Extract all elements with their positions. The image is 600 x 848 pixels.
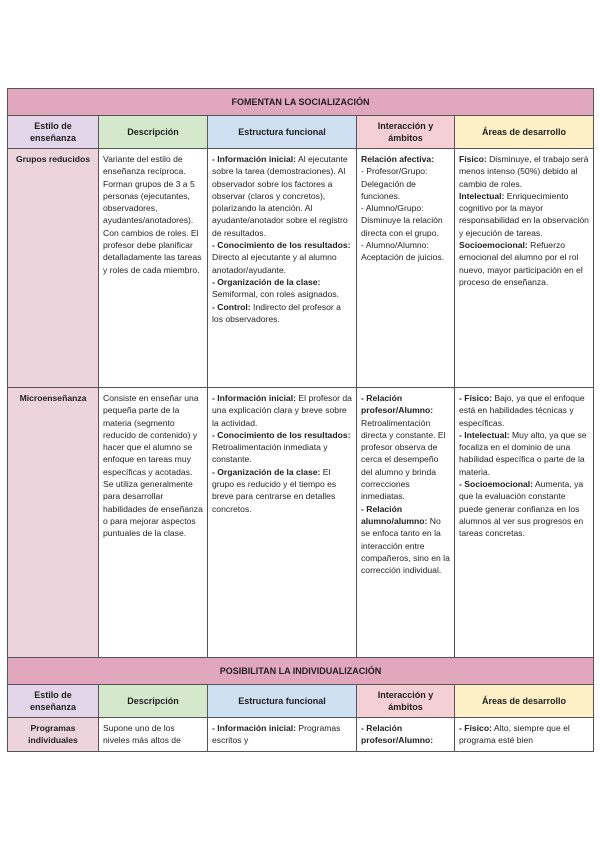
interaction-item: - Alumno/Grupo: Disminuye la relación directa con el grupo.: [361, 203, 443, 238]
area-item: Físico: Disminuye, el trabajo será menos intenso (50%) debido al cambio de roles.: [459, 154, 589, 189]
header-row: [8, 116, 594, 149]
structure-item: - Control: Indirecto del profesor a los observadores.: [212, 301, 341, 324]
table-row: [8, 388, 594, 658]
header-estilo: Estilo de enseñanza: [8, 685, 99, 718]
structure-item: - Organización de la clase: Semiformal, con roles asignados.: [212, 276, 340, 300]
section-title-socializacion: FOMENTAN LA SOCIALIZACIÓN: [8, 89, 594, 116]
structure-item: - Información inicial: Programas escritos y: [212, 723, 341, 746]
table-row: [8, 718, 594, 752]
structure-item: - Conocimiento de los resultados: Retroalimentación inmediata y constante.: [212, 429, 351, 465]
header-descripcion: Descripción: [99, 116, 208, 149]
style-name: Programas individuales: [8, 718, 99, 752]
structure-item: - Conocimiento de los resultados: Directo al ejecutante y al alumno anotador/ayudante.: [212, 240, 351, 275]
area-item: - Intelectual: Muy alto, ya que se focaliza en el dominio de una habilidad específica o parte de la materia.: [459, 429, 587, 477]
structure-cell: [208, 149, 357, 388]
description-cell: Supone uno de los niveles más altos de: [99, 718, 208, 752]
header-areas: Áreas de desarrollo: [455, 116, 594, 149]
style-name: Grupos reducidos: [8, 149, 99, 388]
header-descripcion: Descripción: [99, 685, 208, 718]
header-estructura: Estructura funcional: [208, 685, 357, 718]
header-row: [8, 685, 594, 718]
area-item: - Físico: Alto, siempre que el programa esté bien: [459, 723, 570, 746]
structure-item: - Información inicial: El profesor da una explicación clara y breve sobre la actividad.: [212, 393, 352, 428]
interaction-item: - Alumno/Alumno: Aceptación de juicios.: [361, 240, 445, 263]
description-cell: Variante del estilo de enseñanza recíproca. Forman grupos de 3 a 5 personas (ejecutantes, observadores, ayudantes/anotadores). Con cambios de roles. El profesor debe planificar detalladamente las tareas y roles de cada miembro.: [99, 149, 208, 388]
interaction-item: - Profesor/Grupo: Delegación de funciones.: [361, 166, 428, 201]
table-row: [8, 149, 594, 388]
structure-cell: [208, 388, 357, 658]
description-cell: Consiste en enseñar una pequeña parte de la materia (segmento reducido de contenido) y hacer que el alumno se enfoque en tareas muy específicas y acotadas. Se utiliza generalmente para desarrollar habilidades de enseñanza o para mejorar aspectos puntuales de la clase.: [99, 388, 208, 658]
styles-table: [7, 88, 594, 752]
header-estilo: Estilo de enseñanza: [8, 116, 99, 149]
interaction-item: - Relación profesor/Alumno:: [361, 723, 434, 746]
interaction-item: - Relación alumno/alumno: No se enfoca tanto en la interacción entre compañeros, sino en la corrección individual.: [361, 503, 450, 576]
style-name: Microenseñanza: [8, 388, 99, 658]
area-item: - Socioemocional: Aumenta, ya que la evaluación constante puede generar confianza en los alumnos al ver sus progresos en tareas concretas.: [459, 479, 584, 539]
area-item: Intelectual: Enriquecimiento cognitivo por la mayor responsabilidad en la observación y ejecución de tareas.: [459, 190, 589, 238]
header-interaccion: Interacción y ámbitos: [357, 685, 455, 718]
areas-cell: [455, 388, 594, 658]
interaction-item: - Relación profesor/Alumno: Retroalimentación directa y constante. El profesor observa de cerca el desempeño del alumno y brinda correcciones inmediatas.: [361, 393, 446, 502]
area-item: Socioemocional: Refuerzo emocional del alumno por el rol nuevo, mayor participación en el proceso de enseñanza.: [459, 240, 583, 287]
area-item: - Físico: Bajo, ya que el enfoque está en habilidades técnicas y específicas.: [459, 393, 585, 428]
structure-item: - Organización de la clase: El grupo es reducido y el tiempo es breve para centrarse en detalles concretos.: [212, 466, 337, 514]
section-title-individualizacion: POSIBILITAN LA INDIVIDUALIZACIÓN: [8, 658, 594, 685]
structure-cell: [208, 718, 357, 752]
structure-item: - Información inicial: Al ejecutante sobre la tarea (demostraciones). Al observador sobre los factores a observar (claros y concretos), polarizando la atención. Al ayudante/anotador sobre el registro de resultados.: [212, 154, 348, 238]
header-estructura: Estructura funcional: [208, 116, 357, 149]
areas-cell: [455, 149, 594, 388]
interaction-cell: [357, 388, 455, 658]
header-interaccion: Interacción y ámbitos: [357, 116, 455, 149]
header-areas: Áreas de desarrollo: [455, 685, 594, 718]
areas-cell: [455, 718, 594, 752]
interaction-cell: [357, 149, 455, 388]
interaction-item: Relación afectiva:: [361, 154, 435, 164]
interaction-cell: [357, 718, 455, 752]
